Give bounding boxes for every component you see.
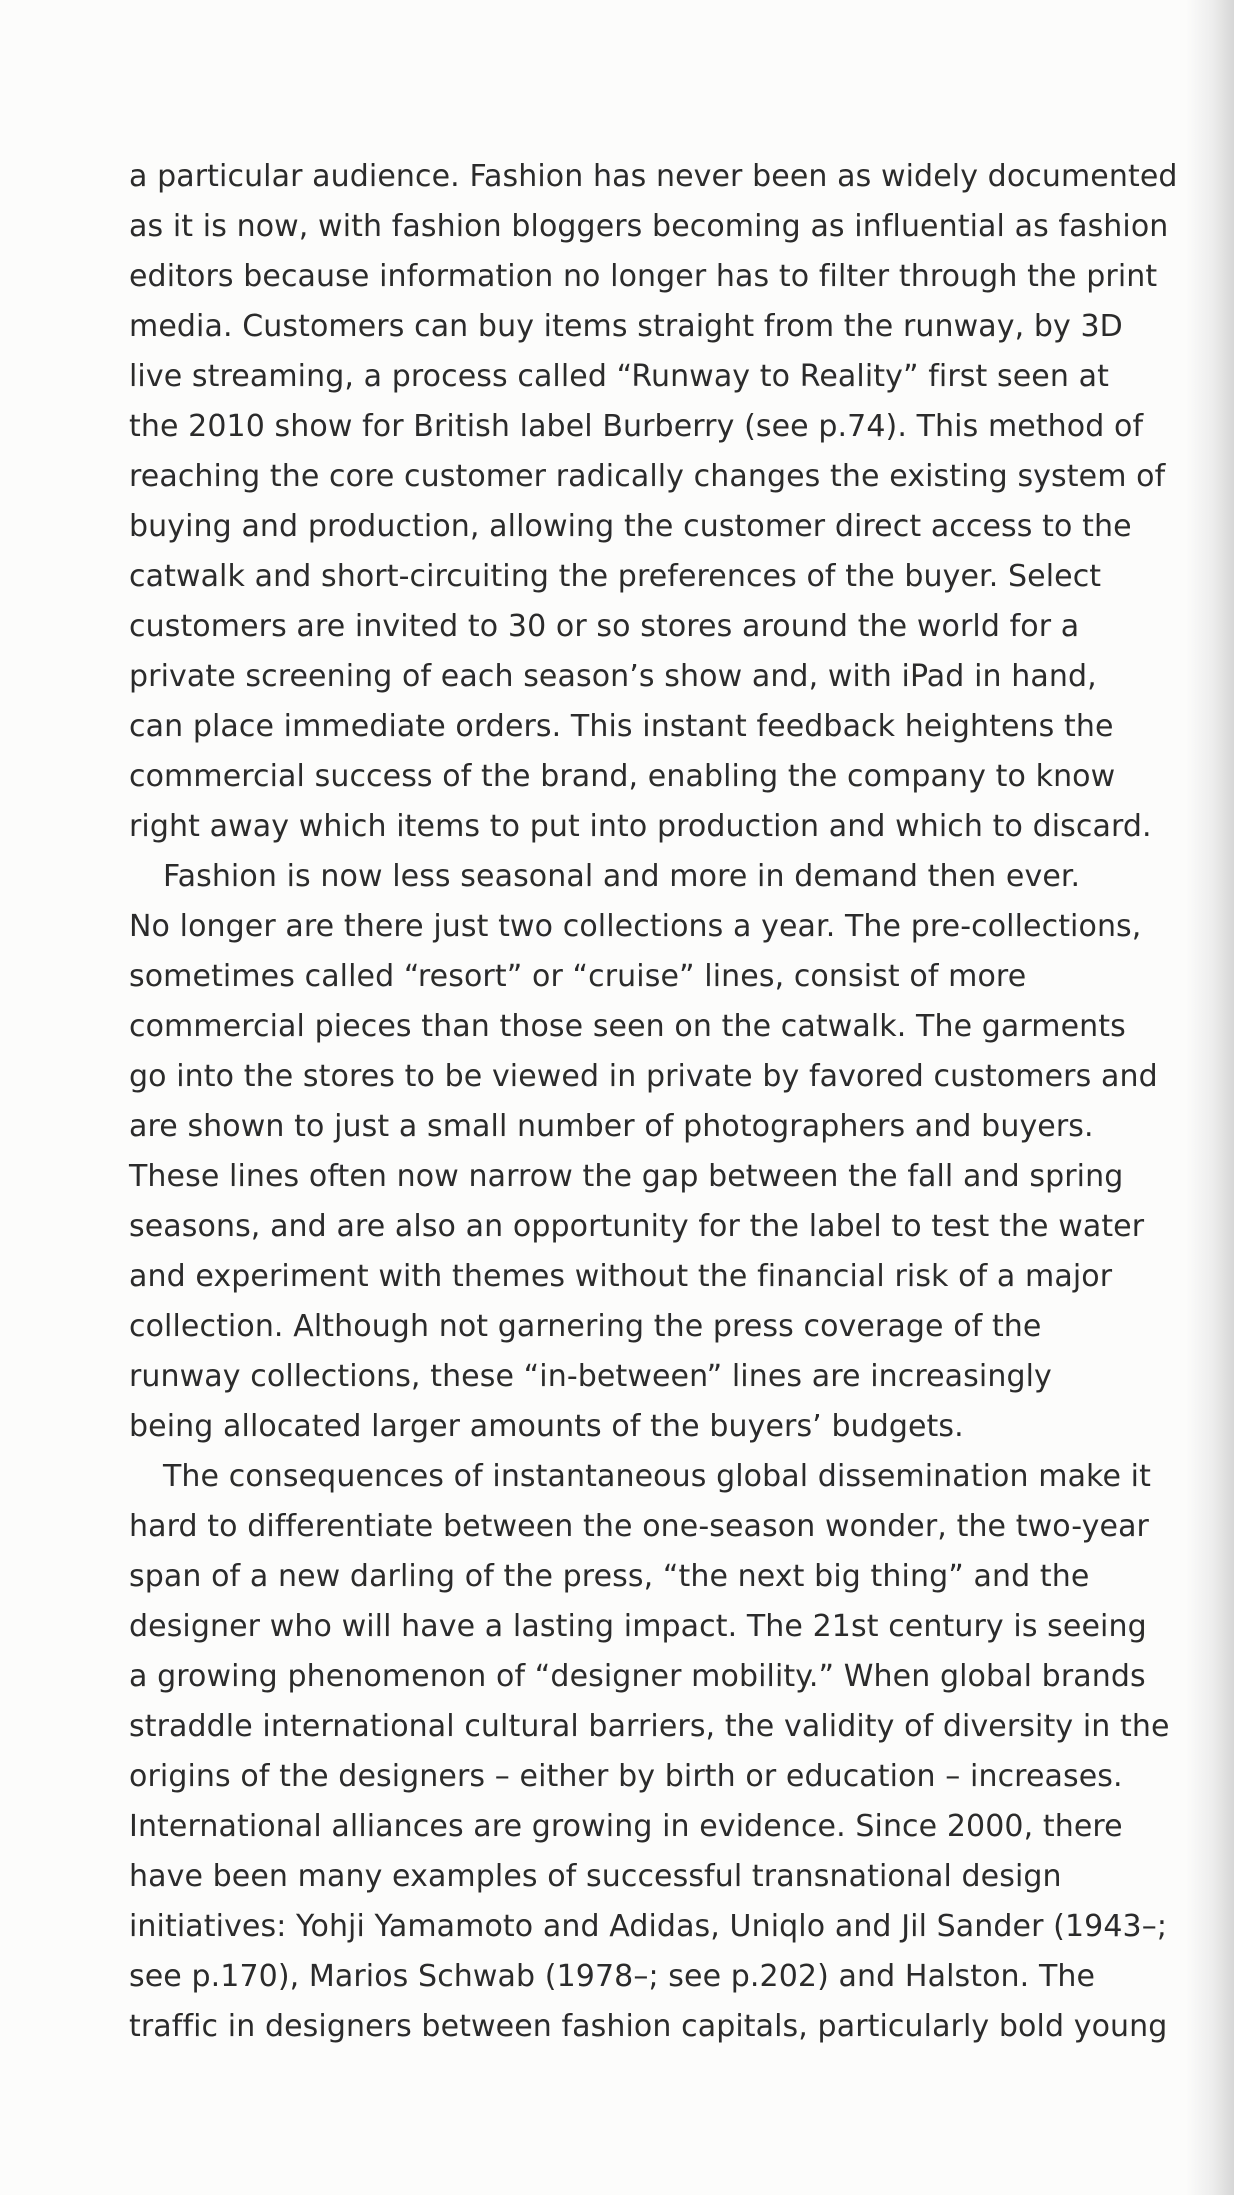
body-text [129,152,1195,2052]
text-line: editors because information no longer has to filter through the print [129,259,1158,294]
paragraph-first-line: The consequences of instantaneous global dissemination make it [163,1459,1151,1494]
text-line: origins of the designers – either by birth or education – increases. [129,1759,1123,1794]
text-line: buying and production, allowing the customer direct access to the [129,509,1132,544]
text-line: customers are invited to 30 or so stores around the world for a [129,609,1080,644]
text-line: commercial pieces than those seen on the catwalk. The garments [129,1009,1126,1044]
text-line: the 2010 show for British label Burberry (see p.74). This method of [129,409,1144,444]
text-line: see p.170), Marios Schwab (1978–; see p.202) and Halston. The [129,1959,1096,1994]
text-line: initiatives: Yohji Yamamoto and Adidas, Uniqlo and Jil Sander (1943–; [129,1909,1168,1944]
text-line: and experiment with themes without the financial risk of a major [129,1259,1113,1294]
text-line: a particular audience. Fashion has never been as widely documented [129,159,1178,194]
text-line: can place immediate orders. This instant feedback heightens the [129,709,1114,744]
text-line: private screening of each season’s show and, with iPad in hand, [129,659,1097,694]
text-line: have been many examples of successful transnational design [129,1859,1062,1894]
text-line: runway collections, these “in-between” lines are increasingly [129,1359,1052,1394]
text-line: right away which items to put into production and which to discard. [129,809,1152,844]
text-line: are shown to just a small number of photographers and buyers. [129,1109,1094,1144]
text-line: being allocated larger amounts of the buyers’ budgets. [129,1409,964,1444]
text-line: collection. Although not garnering the press coverage of the [129,1309,1042,1344]
text-line: a growing phenomenon of “designer mobility.” When global brands [129,1659,1146,1694]
text-line: International alliances are growing in evidence. Since 2000, there [129,1809,1123,1844]
paragraph-first-line: Fashion is now less seasonal and more in demand then ever. [163,859,1081,894]
text-line: traffic in designers between fashion capitals, particularly bold young [129,2009,1168,2044]
text-line: No longer are there just two collections a year. The pre-collections, [129,909,1142,944]
text-line: seasons, and are also an opportunity for the label to test the water [129,1209,1145,1244]
text-line: commercial success of the brand, enabling the company to know [129,759,1116,794]
text-line: sometimes called “resort” or “cruise” lines, consist of more [129,959,1027,994]
text-line: as it is now, with fashion bloggers becoming as influential as fashion [129,209,1169,244]
text-line: span of a new darling of the press, “the next big thing” and the [129,1559,1090,1594]
text-line: media. Customers can buy items straight from the runway, by 3D [129,309,1123,344]
text-line: reaching the core customer radically changes the existing system of [129,459,1166,494]
text-line: go into the stores to be viewed in private by favored customers and [129,1059,1158,1094]
text-line: These lines often now narrow the gap between the fall and spring [129,1159,1124,1194]
text-line: live streaming, a process called “Runway to Reality” first seen at [129,359,1109,394]
text-line: straddle international cultural barriers, the validity of diversity in the [129,1709,1170,1744]
text-line: hard to differentiate between the one-season wonder, the two-year [129,1509,1149,1544]
text-line: catwalk and short-circuiting the preferences of the buyer. Select [129,559,1102,594]
text-line: designer who will have a lasting impact. The 21st century is seeing [129,1609,1147,1644]
